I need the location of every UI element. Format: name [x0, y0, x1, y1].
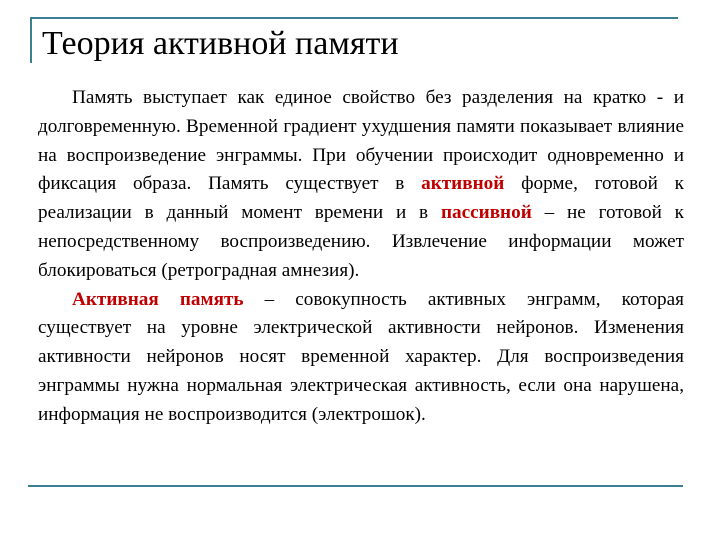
paragraph-1-text-c: – не готовой к непосредственному воспроизведению. Извлечение информации может блокироваться (ретроградная амнезия). [38, 202, 685, 281]
slide-body [38, 84, 684, 430]
frame-bottom-line [28, 485, 683, 487]
frame-top-line [30, 17, 678, 19]
paragraph-1-text-a: Память выступает как единое свойство без разделения на кратко - и долговременную. Временной градиент ухудшения памяти показывает влияние на воспроизведение энграммы. При обучении происходит одновременно и фиксация образа. Память существует в [38, 87, 684, 195]
term-active: активной [421, 173, 505, 195]
term-passive: пассивной [440, 202, 532, 224]
paragraph-2-text-a: – совокупность активных энграмм, которая существует на уровне электрической активности нейронов. Изменения активности нейронов носят временной характер. Для воспроизведения энграммы нужна нормальная электрическая активность, если она нарушена, информация не воспроизводится (электрошок). [38, 288, 684, 425]
paragraph-1-text-b: форме, готовой к реализации в данный момент времени и в [38, 173, 684, 224]
paragraph-2 [38, 286, 684, 430]
term-active-memory: Активная память [72, 288, 244, 310]
frame-left-line [30, 17, 32, 63]
paragraph-1 [38, 84, 684, 286]
slide-title: Теория активной памяти [42, 25, 399, 62]
